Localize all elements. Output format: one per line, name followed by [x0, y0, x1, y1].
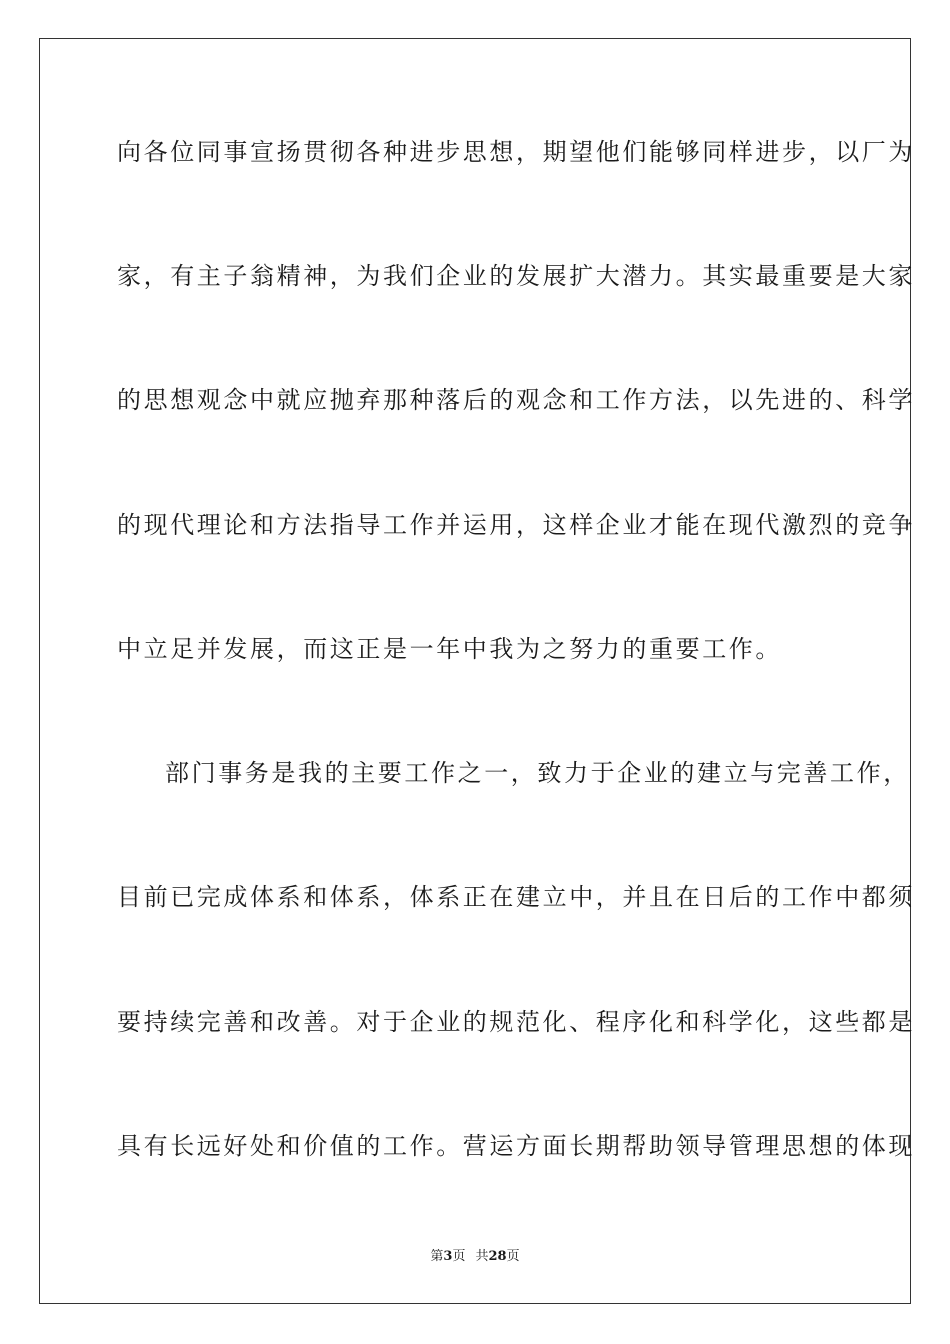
footer-page-number: 3 — [443, 1249, 453, 1264]
footer-total-suffix: 页 — [506, 1249, 520, 1264]
footer-total-prefix: 共 — [475, 1249, 489, 1264]
paragraph-1-line-2: 家，有主子翁精神，为我们企业的发展扩大潜力。其实最重要是大家 — [117, 262, 915, 290]
paragraph-2-line-2: 目前已完成体系和体系，体系正在建立中，并且在日后的工作中都须 — [117, 883, 915, 911]
page-footer — [0, 1249, 950, 1265]
paragraph-1-line-5: 中立足并发展，而这正是一年中我为之努力的重要工作。 — [117, 635, 782, 663]
footer-page-prefix: 第 — [430, 1249, 444, 1264]
page-border — [39, 38, 915, 1304]
paragraph-1-line-3: 的思想观念中就应抛弃那种落后的观念和工作方法，以先进的、科学 — [117, 386, 915, 414]
footer-total-pages: 28 — [488, 1249, 507, 1264]
paragraph-2-line-3: 要持续完善和改善。对于企业的规范化、程序化和科学化，这些都是 — [117, 1008, 915, 1036]
paragraph-1-line-1: 向各位同事宣扬贯彻各种进步思想，期望他们能够同样进步，以厂为 — [117, 138, 915, 166]
paragraph-1-line-4: 的现代理论和方法指导工作并运用，这样企业才能在现代激烈的竞争 — [117, 511, 915, 539]
footer-page-suffix: 页 — [452, 1249, 466, 1264]
paragraph-2-line-1: 部门事务是我的主要工作之一，致力于企业的建立与完善工作， — [165, 759, 910, 787]
paragraph-2-line-4: 具有长远好处和价值的工作。营运方面长期帮助领导管理思想的体现 — [117, 1132, 915, 1160]
